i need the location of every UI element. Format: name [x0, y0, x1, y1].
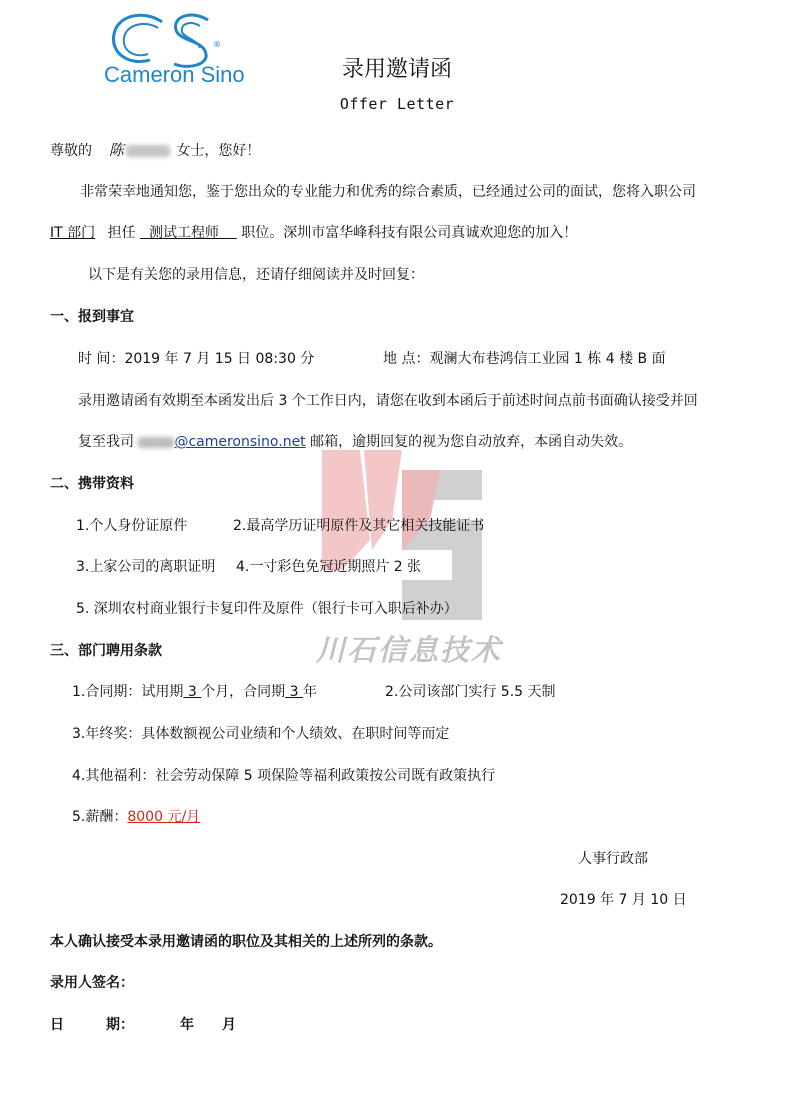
- section1-title: 一、报到事宜: [50, 309, 134, 325]
- time-value: 2019 年 7 月 15 日 08:30 分: [124, 351, 315, 367]
- materials-item-3: 3.上家公司的离职证明: [76, 559, 216, 575]
- salary-label: 5.薪酬：: [72, 809, 128, 825]
- position-value: 测试工程师: [148, 225, 219, 241]
- department-value: IT 部门: [50, 225, 96, 241]
- registered-mark: ®: [213, 40, 221, 49]
- materials-item-5: 5. 深圳农村商业银行卡复印件及原件（银行卡可入职后补办）: [76, 601, 458, 617]
- assign-text: 担任: [107, 225, 136, 241]
- signature-label: 录用人签名：: [50, 975, 134, 991]
- page-subtitle: Offer Letter: [339, 95, 455, 113]
- materials-item-4: 4.一寸彩色免冠近期照片 2 张: [236, 559, 422, 575]
- intro-line-1: 非常荣幸地通知您，鉴于您出众的专业能力和优秀的综合素质，已经通过公司的面试，您将入职公司: [80, 184, 696, 200]
- logo-text: Cameron Sino: [104, 62, 245, 87]
- notice-text: 以下是有关您的录用信息，还请仔细阅读并及时回复：: [88, 267, 424, 283]
- intro-line-2: [50, 222, 577, 242]
- greeting-line: [50, 139, 260, 160]
- report-time: [78, 348, 314, 368]
- section2-title: 二、携带资料: [50, 476, 134, 492]
- redacted-name: [126, 145, 170, 157]
- materials-item-2: 2.最高学历证明原件及其它相关技能证书: [233, 518, 485, 534]
- redacted-email-user: [138, 437, 174, 448]
- reply-prefix: 复至我司: [78, 434, 134, 450]
- contract-years: 3: [289, 684, 299, 700]
- place-label: 地 点：: [383, 351, 430, 367]
- reply-line: [78, 431, 632, 451]
- email-link[interactable]: @cameronsino.net: [138, 434, 305, 450]
- intro-rest: 职位。深圳市富华峰科技有限公司真诚欢迎您的加入！: [241, 225, 578, 241]
- salary-term: [72, 806, 200, 826]
- materials-item-1: 1.个人身份证原件: [76, 518, 188, 534]
- confirmation-statement: 本人确认接受本录用邀请函的职位及其相关的上述所列的条款。: [50, 934, 442, 950]
- greeting-suffix: 女士，您好！: [176, 143, 261, 159]
- salary-value: 8000 元/月: [127, 809, 201, 825]
- validity-line: 录用邀请函有效期至本函发出后 3 个工作日内，请您在收到本函后于前述时间点前书面确认接受并回: [78, 393, 698, 409]
- welfare-term: 4.其他福利：社会劳动保障 5 项保险等福利政策按公司既有政策执行: [72, 768, 496, 784]
- watermark-logo: [322, 450, 482, 620]
- issue-date: 2019 年 7 月 10 日: [560, 892, 687, 908]
- bonus-term: 3.年终奖：具体数额视公司业绩和个人绩效、在职时间等而定: [72, 726, 450, 742]
- place-value: 观澜大布巷鸿信工业园 1 栋 4 楼 B 面: [429, 351, 666, 367]
- greeting-prefix: 尊敬的: [50, 143, 92, 159]
- workweek-term: 2.公司该部门实行 5.5 天制: [385, 684, 556, 700]
- reply-suffix: 邮箱，逾期回复的视为您自动放弃，本函自动失效。: [310, 434, 633, 450]
- watermark-text: 川石信息技术: [316, 633, 503, 667]
- recipient-name: 陈: [108, 141, 124, 159]
- probation-months: 3: [187, 684, 197, 700]
- date-label: 日 期： 年 月: [50, 1017, 236, 1033]
- section3-title: 三、部门聘用条款: [50, 643, 162, 659]
- contract-term: 1.合同期：试用期 3 个月，合同期 3 年: [72, 684, 318, 700]
- time-label: 时 间：: [78, 351, 125, 367]
- page-title: 录用邀请函: [341, 57, 452, 82]
- report-place: [383, 348, 666, 368]
- issuer-department: 人事行政部: [578, 851, 648, 867]
